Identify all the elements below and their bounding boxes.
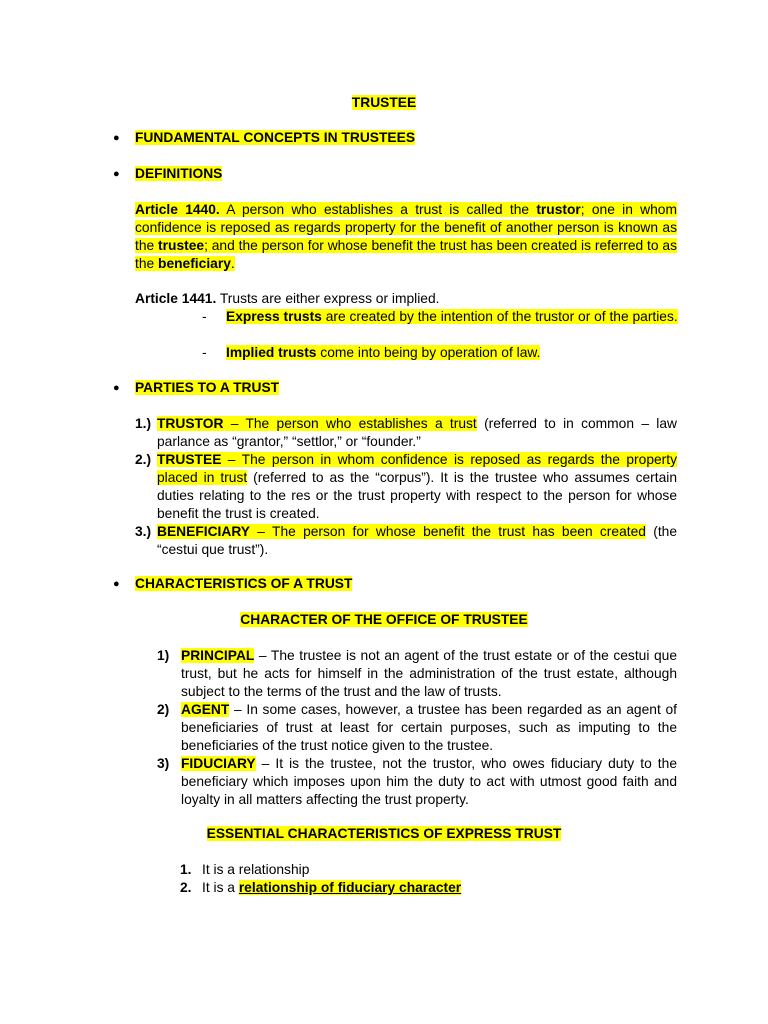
document-title: TRUSTEE bbox=[351, 95, 417, 110]
party-trustor: 1.) TRUSTOR – The person who establishes a trust (referred to in common – law parlance as “grantor,” “settlor,” or “founder.” bbox=[135, 416, 677, 449]
essential-item-1: 1. It is a relationship bbox=[180, 862, 310, 877]
office-principal: 1) PRINCIPAL – The trustee is not an agent of the trust estate or of the cestui que trust, but he acts for himself in the administration of the trust estate, although subject to the terms of the trust and the law of trusts. bbox=[157, 648, 677, 699]
bullet-marker: ● bbox=[113, 578, 120, 590]
article-1440: Article 1440. A person who establishes a trust is called the trustor; one in whom confidence is reposed as regards property for the benefit of another person is known as the trustee; and the person for whose benefit the trust has been created is referred to as the beneficiary. bbox=[135, 202, 677, 271]
implied-trusts-item: - Implied trusts come into being by operation of law. bbox=[202, 345, 541, 360]
bullet-characteristics: ● CHARACTERISTICS OF A TRUST bbox=[113, 576, 353, 591]
bullet-parties: ● PARTIES TO A TRUST bbox=[113, 380, 280, 395]
office-heading: CHARACTER OF THE OFFICE OF TRUSTEE bbox=[240, 612, 528, 627]
express-trusts-item: - Express trusts are created by the intention of the trustor or of the parties. bbox=[202, 309, 678, 324]
essential-item-2: 2. It is a relationship of fiduciary character bbox=[180, 880, 462, 895]
article-1441: Article 1441. Trusts are either express or implied. bbox=[135, 291, 440, 306]
office-fiduciary: 3) FIDUCIARY – It is the trustee, not the trustor, who owes fiduciary duty to the beneficiary which imposes upon him the duty to act with utmost good faith and loyalty in all matters affecting the trust property. bbox=[157, 756, 677, 807]
bullet-marker: ● bbox=[113, 168, 120, 180]
office-agent: 2) AGENT – In some cases, however, a trustee has been regarded as an agent of beneficiaries of trust at least for certain purposes, such as imputing to the beneficiaries of the trust notice given to the trustee. bbox=[157, 702, 677, 753]
party-trustee: 2.) TRUSTEE – The person in whom confidence is reposed as regards the property placed in trust (referred to as the “corpus”). It is the trustee who assumes certain duties relating to the res or the trust property with respect to the person for whose benefit the trust is created. bbox=[135, 452, 677, 521]
express-trust-heading: ESSENTIAL CHARACTERISTICS OF EXPRESS TRUST bbox=[206, 826, 562, 841]
party-beneficiary: 3.) BENEFICIARY – The person for whose benefit the trust has been created (the “cestui que trust”). bbox=[135, 524, 677, 557]
bullet-definitions: ● DEFINITIONS bbox=[113, 166, 223, 181]
bullet-fundamental-concepts: ● FUNDAMENTAL CONCEPTS IN TRUSTEES bbox=[113, 130, 416, 145]
bullet-marker: ● bbox=[113, 382, 120, 394]
bullet-marker: ● bbox=[113, 132, 120, 144]
